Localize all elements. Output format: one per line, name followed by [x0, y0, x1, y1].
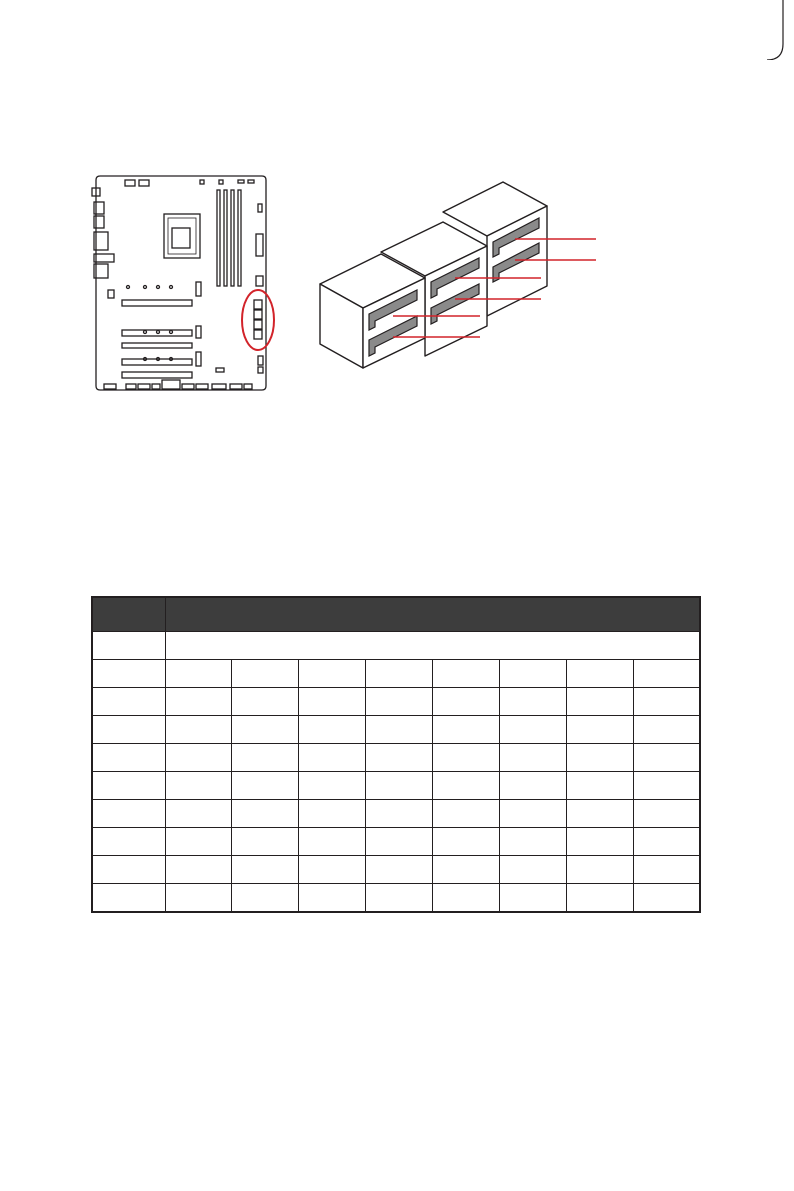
table-cell [165, 660, 232, 688]
table-row [92, 688, 700, 716]
table-cell [232, 856, 299, 884]
table-cell [566, 884, 633, 913]
table-cell [165, 800, 232, 828]
table-cell [433, 688, 500, 716]
table-row [92, 744, 700, 772]
table-cell [566, 828, 633, 856]
table-cell [299, 772, 366, 800]
table-header-cell [165, 597, 700, 632]
table-cell [299, 688, 366, 716]
table-cell [232, 688, 299, 716]
table-cell [366, 800, 433, 828]
table-cell [366, 744, 433, 772]
table-cell [366, 772, 433, 800]
table-cell [232, 800, 299, 828]
table-cell [433, 716, 500, 744]
table-cell [165, 632, 700, 660]
table-cell [433, 744, 500, 772]
table-cell [299, 716, 366, 744]
table-cell [366, 716, 433, 744]
table-cell [566, 856, 633, 884]
motherboard-layout-icon [88, 172, 278, 398]
table-cell [165, 772, 232, 800]
table-row [92, 716, 700, 744]
table-cell [633, 772, 700, 800]
table-row [92, 884, 700, 913]
table-cell [433, 800, 500, 828]
table-cell [92, 716, 165, 744]
table-cell [499, 828, 566, 856]
table-cell [92, 632, 165, 660]
table-cell [433, 660, 500, 688]
table-cell [499, 688, 566, 716]
table-cell [499, 772, 566, 800]
table-cell [299, 828, 366, 856]
table-cell [92, 744, 165, 772]
table-cell [633, 716, 700, 744]
table-cell [633, 744, 700, 772]
table-cell [633, 828, 700, 856]
table-cell [366, 660, 433, 688]
page-edge-line [0, 0, 794, 60]
table-cell [165, 856, 232, 884]
table-cell [299, 800, 366, 828]
table-cell [92, 828, 165, 856]
table-cell [165, 828, 232, 856]
table-cell [566, 744, 633, 772]
table-cell [633, 884, 700, 913]
table-cell [499, 856, 566, 884]
table-header-cell [92, 597, 165, 632]
table-cell [499, 884, 566, 913]
table-cell [633, 660, 700, 688]
table-cell [232, 828, 299, 856]
table-cell [433, 884, 500, 913]
table-cell [299, 856, 366, 884]
table-cell [433, 828, 500, 856]
table-cell [92, 856, 165, 884]
table-row [92, 632, 700, 660]
sata-mode-table [91, 596, 701, 913]
table-cell [366, 828, 433, 856]
table-cell [566, 772, 633, 800]
table-cell [232, 716, 299, 744]
table-cell [299, 884, 366, 913]
table-cell [566, 688, 633, 716]
table-cell [499, 744, 566, 772]
table-cell [92, 800, 165, 828]
table-cell [299, 660, 366, 688]
table-cell [366, 884, 433, 913]
table-row [92, 800, 700, 828]
table-cell [165, 744, 232, 772]
table-row [92, 856, 700, 884]
table-row [92, 660, 700, 688]
table-cell [92, 884, 165, 913]
table-cell [566, 660, 633, 688]
table-row [92, 828, 700, 856]
table-cell [499, 716, 566, 744]
table-cell [232, 660, 299, 688]
table-cell [433, 772, 500, 800]
table-cell [633, 856, 700, 884]
table-cell [633, 800, 700, 828]
table-cell [499, 660, 566, 688]
table-cell [92, 772, 165, 800]
table-cell [165, 688, 232, 716]
table-cell [165, 884, 232, 913]
table-cell [92, 660, 165, 688]
table-cell [633, 688, 700, 716]
table-cell [92, 688, 165, 716]
table-cell [165, 716, 232, 744]
table-cell [299, 744, 366, 772]
table-cell [232, 744, 299, 772]
sata-connector-stack-icon [315, 178, 605, 378]
table-cell [499, 800, 566, 828]
table-row [92, 772, 700, 800]
table-cell [566, 716, 633, 744]
table-cell [566, 800, 633, 828]
table-cell [232, 772, 299, 800]
table-cell [433, 856, 500, 884]
table-cell [232, 884, 299, 913]
table-header-row [92, 597, 700, 632]
table-cell [366, 688, 433, 716]
table-cell [366, 856, 433, 884]
